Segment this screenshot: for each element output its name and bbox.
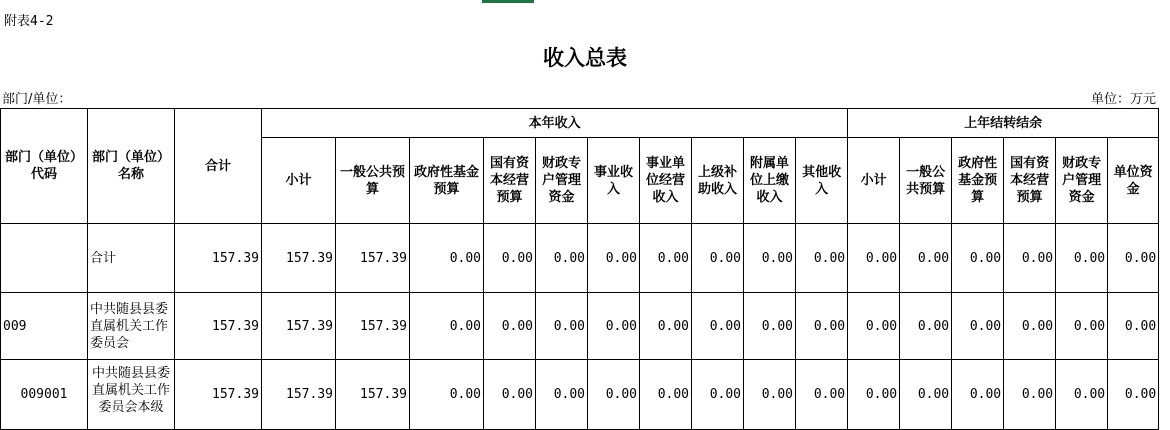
- cell-value: 157.39: [336, 293, 410, 360]
- header-current-affiliated-remittance: 附属单位上缴收入: [744, 138, 796, 224]
- table-row: [1, 360, 1159, 430]
- header-prior-special-account-funds: 财政专户管理资金: [1056, 138, 1108, 224]
- cell-value: 0.00: [1056, 360, 1108, 430]
- unit-label: 单位：万元: [1090, 92, 1156, 107]
- cell-value: 0.00: [410, 293, 484, 360]
- cell-value: 0.00: [536, 224, 588, 293]
- table-row: [1, 293, 1159, 360]
- cell-value: 0.00: [1056, 224, 1108, 293]
- page-title: 收入总表: [543, 46, 627, 70]
- cell-value: 0.00: [1108, 293, 1159, 360]
- header-current-business-income: 事业收入: [588, 138, 640, 224]
- cell-value: 0.00: [744, 360, 796, 430]
- header-current-gov-fund-budget: 政府性基金预算: [410, 138, 484, 224]
- header-prior-subtotal: 小计: [848, 138, 900, 224]
- header-dept-code: 部门（单位）代码: [1, 109, 88, 224]
- income-summary-table: [0, 108, 1159, 430]
- row-code: [1, 224, 88, 293]
- row-total: 157.39: [175, 224, 262, 293]
- cell-value: 0.00: [744, 293, 796, 360]
- cell-value: 0.00: [692, 293, 744, 360]
- cell-value: 0.00: [796, 224, 848, 293]
- cell-value: 0.00: [536, 293, 588, 360]
- row-name: 中共随县县委直属机关工作委员会本级: [91, 365, 170, 415]
- table-row: [1, 224, 1159, 293]
- row-code: 009: [1, 293, 88, 360]
- cell-value: 0.00: [692, 360, 744, 430]
- cell-value: 0.00: [744, 224, 796, 293]
- row-name: 合计: [88, 224, 175, 293]
- header-current-special-account-funds: 财政专户管理资金: [536, 138, 588, 224]
- cell-value: 0.00: [484, 293, 536, 360]
- header-prior-state-capital-budget: 国有资本经营预算: [1004, 138, 1056, 224]
- row-code: 009001: [1, 360, 88, 430]
- header-current-year-income: 本年收入: [262, 109, 848, 138]
- cell-value: 0.00: [536, 360, 588, 430]
- cell-value: 0.00: [588, 224, 640, 293]
- cell-value: 0.00: [796, 360, 848, 430]
- cell-value: 0.00: [1004, 293, 1056, 360]
- row-total: 157.39: [175, 360, 262, 430]
- cell-value: 157.39: [262, 224, 336, 293]
- header-current-subtotal: 小计: [262, 138, 336, 224]
- top-bar: [0, 0, 1170, 3]
- header-prior-unit-funds: 单位资金: [1108, 138, 1159, 224]
- cell-value: 0.00: [640, 293, 692, 360]
- cell-value: 0.00: [484, 224, 536, 293]
- cell-value: 0.00: [410, 360, 484, 430]
- cell-value: 157.39: [262, 293, 336, 360]
- cell-value: 157.39: [336, 360, 410, 430]
- cell-value: 0.00: [952, 360, 1004, 430]
- cell-value: 0.00: [588, 293, 640, 360]
- cell-value: 0.00: [848, 360, 900, 430]
- cell-value: 0.00: [1056, 293, 1108, 360]
- active-sheet-indicator: [482, 0, 534, 3]
- header-prior-gov-fund-budget: 政府性基金预算: [952, 138, 1004, 224]
- header-current-other-income: 其他收入: [796, 138, 848, 224]
- cell-value: 0.00: [848, 293, 900, 360]
- header-current-general-budget: 一般公共预算: [336, 138, 410, 224]
- cell-value: 0.00: [796, 293, 848, 360]
- header-current-state-capital-budget: 国有资本经营预算: [484, 138, 536, 224]
- cell-value: 157.39: [262, 360, 336, 430]
- header-total: 合计: [175, 109, 262, 224]
- cell-value: 0.00: [1108, 224, 1159, 293]
- cell-value: 0.00: [640, 224, 692, 293]
- cell-value: 0.00: [410, 224, 484, 293]
- cell-value: 0.00: [692, 224, 744, 293]
- cell-value: 0.00: [640, 360, 692, 430]
- cell-value: 0.00: [952, 293, 1004, 360]
- row-name-cell: [88, 360, 175, 430]
- cell-value: 0.00: [1108, 360, 1159, 430]
- row-name: 中共随县县委直属机关工作委员会: [88, 293, 175, 360]
- header-current-superior-subsidy: 上级补助收入: [692, 138, 744, 224]
- cell-value: 0.00: [588, 360, 640, 430]
- header-prior-year-carryover: 上年结转结余: [848, 109, 1159, 138]
- cell-value: 157.39: [336, 224, 410, 293]
- row-total: 157.39: [175, 293, 262, 360]
- cell-value: 0.00: [1004, 360, 1056, 430]
- cell-value: 0.00: [900, 360, 952, 430]
- cell-value: 0.00: [1004, 224, 1056, 293]
- attachment-label: 附表4-2: [4, 14, 54, 29]
- header-current-operating-income: 事业单位经营收入: [640, 138, 692, 224]
- cell-value: 0.00: [848, 224, 900, 293]
- cell-value: 0.00: [952, 224, 1004, 293]
- cell-value: 0.00: [900, 293, 952, 360]
- cell-value: 0.00: [900, 224, 952, 293]
- header-prior-general-budget: 一般公共预算: [900, 138, 952, 224]
- department-label: 部门/单位：: [2, 92, 72, 107]
- cell-value: 0.00: [484, 360, 536, 430]
- header-dept-name: 部门（单位）名称: [88, 109, 175, 224]
